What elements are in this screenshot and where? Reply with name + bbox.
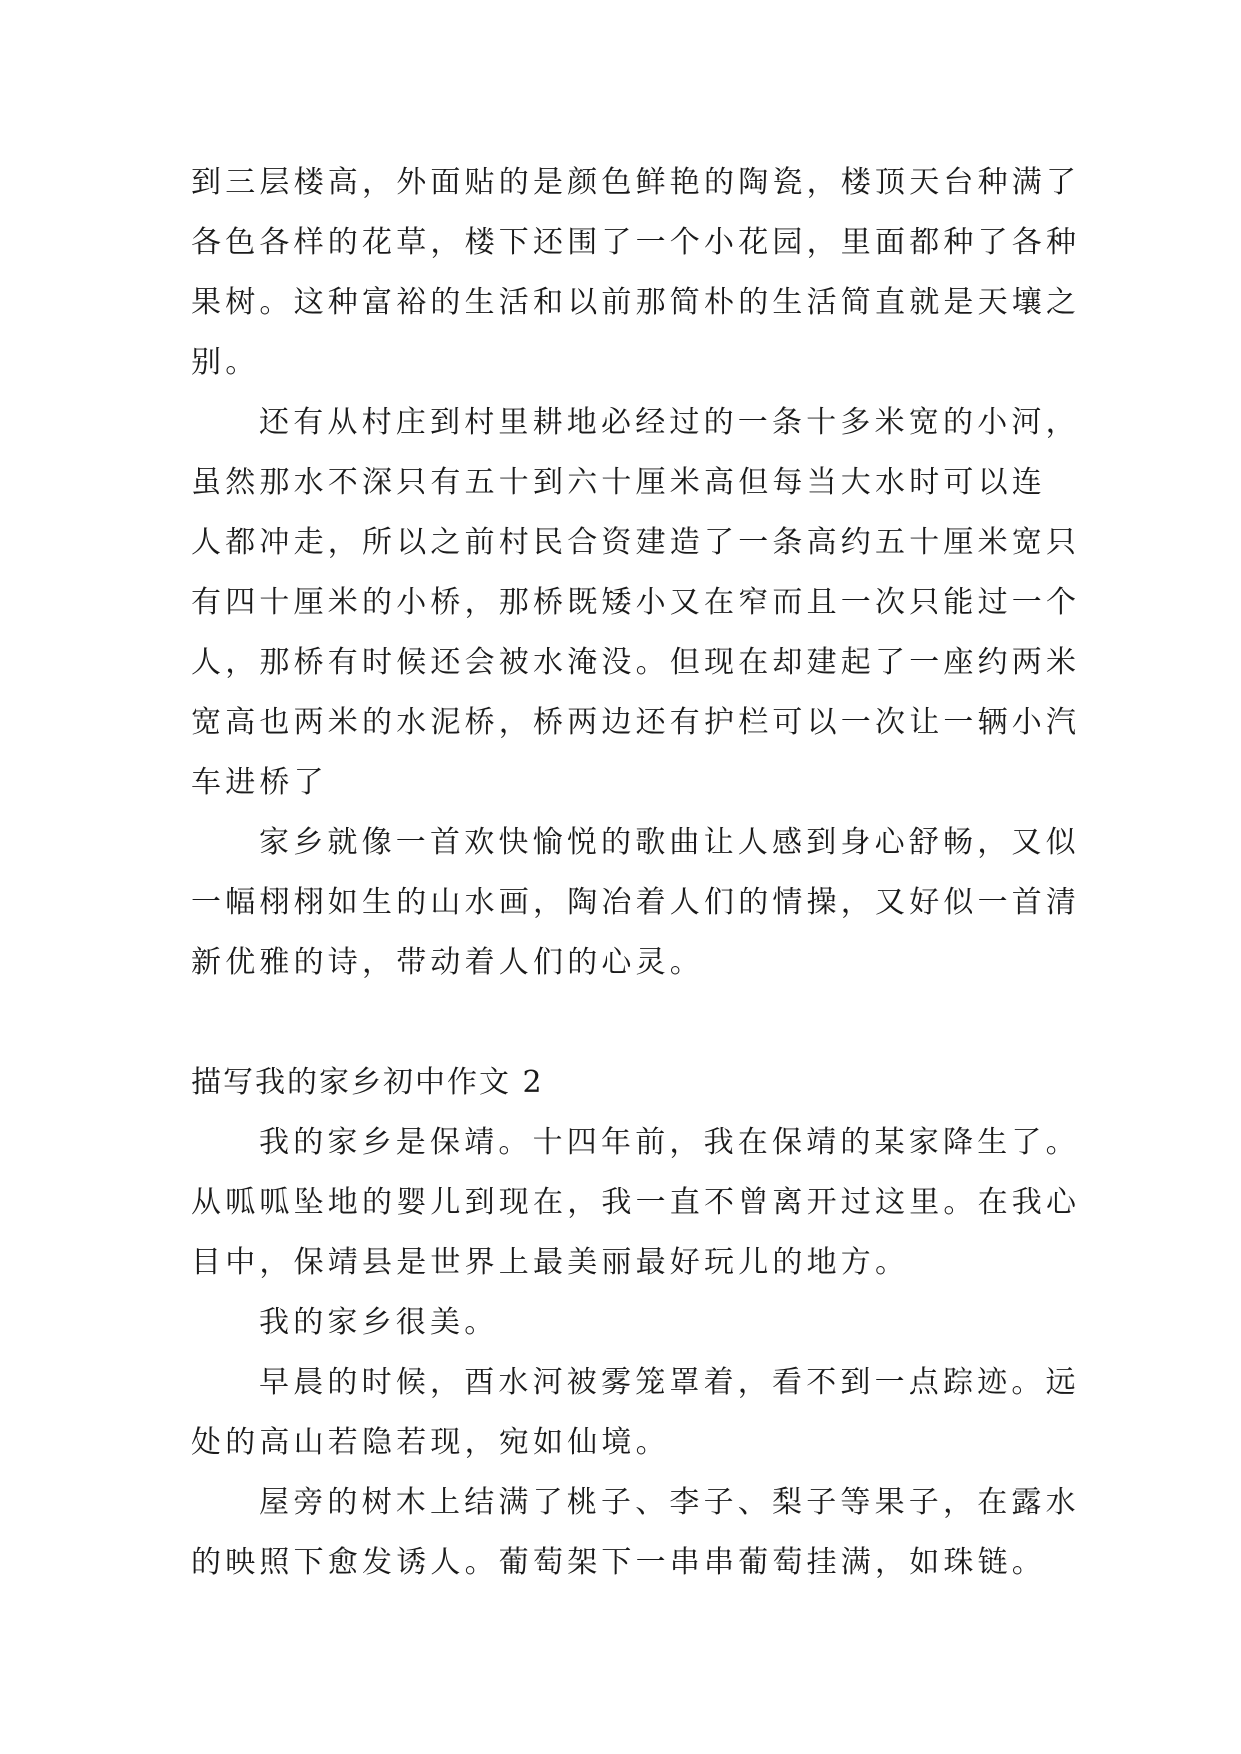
text-line: 的映照下愈发诱人。葡萄架下一串串葡萄挂满，如珠链。 bbox=[191, 1545, 1046, 1580]
text-line: 一幅栩栩如生的山水画，陶冶着人们的情操，又好似一首清 bbox=[191, 885, 1081, 920]
paragraph-1 bbox=[191, 153, 1081, 393]
paragraph-6 bbox=[191, 1353, 1080, 1473]
text-line: 虽然那水不深只有五十到六十厘米高但每当大水时可以连 bbox=[191, 465, 1046, 500]
section-title: 描写我的家乡初中作文 2 bbox=[191, 1065, 544, 1100]
paragraph-3 bbox=[191, 813, 1081, 993]
text-line: 人，那桥有时候还会被水淹没。但现在却建起了一座约两米 bbox=[191, 645, 1081, 680]
text-line: 从呱呱坠地的婴儿到现在，我一直不曾离开过这里。在我心 bbox=[191, 1185, 1081, 1220]
section-heading bbox=[191, 1053, 1071, 1113]
text-line: 新优雅的诗，带动着人们的心灵。 bbox=[191, 945, 704, 980]
document-body bbox=[191, 153, 1081, 1593]
text-line: 别。 bbox=[191, 345, 260, 380]
text-line: 早晨的时候，酉水河被雾笼罩着，看不到一点踪迹。远 bbox=[259, 1365, 1080, 1400]
paragraph-7 bbox=[191, 1473, 1080, 1593]
text-line: 各色各样的花草，楼下还围了一个小花园，里面都种了各种 bbox=[191, 225, 1081, 260]
text-line: 目中，保靖县是世界上最美丽最好玩儿的地方。 bbox=[191, 1245, 910, 1280]
text-line: 果树。这种富裕的生活和以前那简朴的生活简直就是天壤之 bbox=[191, 285, 1081, 320]
text-line: 车进桥了 bbox=[191, 765, 328, 800]
text-line: 宽高也两米的水泥桥，桥两边还有护栏可以一次让一辆小汽 bbox=[191, 705, 1081, 740]
text-line: 有四十厘米的小桥，那桥既矮小又在窄而且一次只能过一个 bbox=[191, 585, 1081, 620]
paragraph-2 bbox=[191, 393, 1081, 813]
paragraph-5 bbox=[191, 1293, 1071, 1353]
text-line: 处的高山若隐若现，宛如仙境。 bbox=[191, 1425, 670, 1460]
text-line: 到三层楼高，外面贴的是颜色鲜艳的陶瓷，楼顶天台种满了 bbox=[191, 165, 1081, 200]
text-line: 我的家乡是保靖。十四年前，我在保靖的某家降生了。 bbox=[259, 1125, 1080, 1160]
text-line: 人都冲走，所以之前村民合资建造了一条高约五十厘米宽只 bbox=[191, 525, 1081, 560]
text-line: 还有从村庄到村里耕地必经过的一条十多米宽的小河， bbox=[259, 405, 1080, 440]
text-line: 我的家乡很美。 bbox=[259, 1305, 499, 1340]
text-line: 家乡就像一首欢快愉悦的歌曲让人感到身心舒畅，又似 bbox=[259, 825, 1080, 860]
paragraph-4 bbox=[191, 1113, 1081, 1293]
text-line: 屋旁的树木上结满了桃子、李子、梨子等果子，在露水 bbox=[259, 1485, 1080, 1520]
